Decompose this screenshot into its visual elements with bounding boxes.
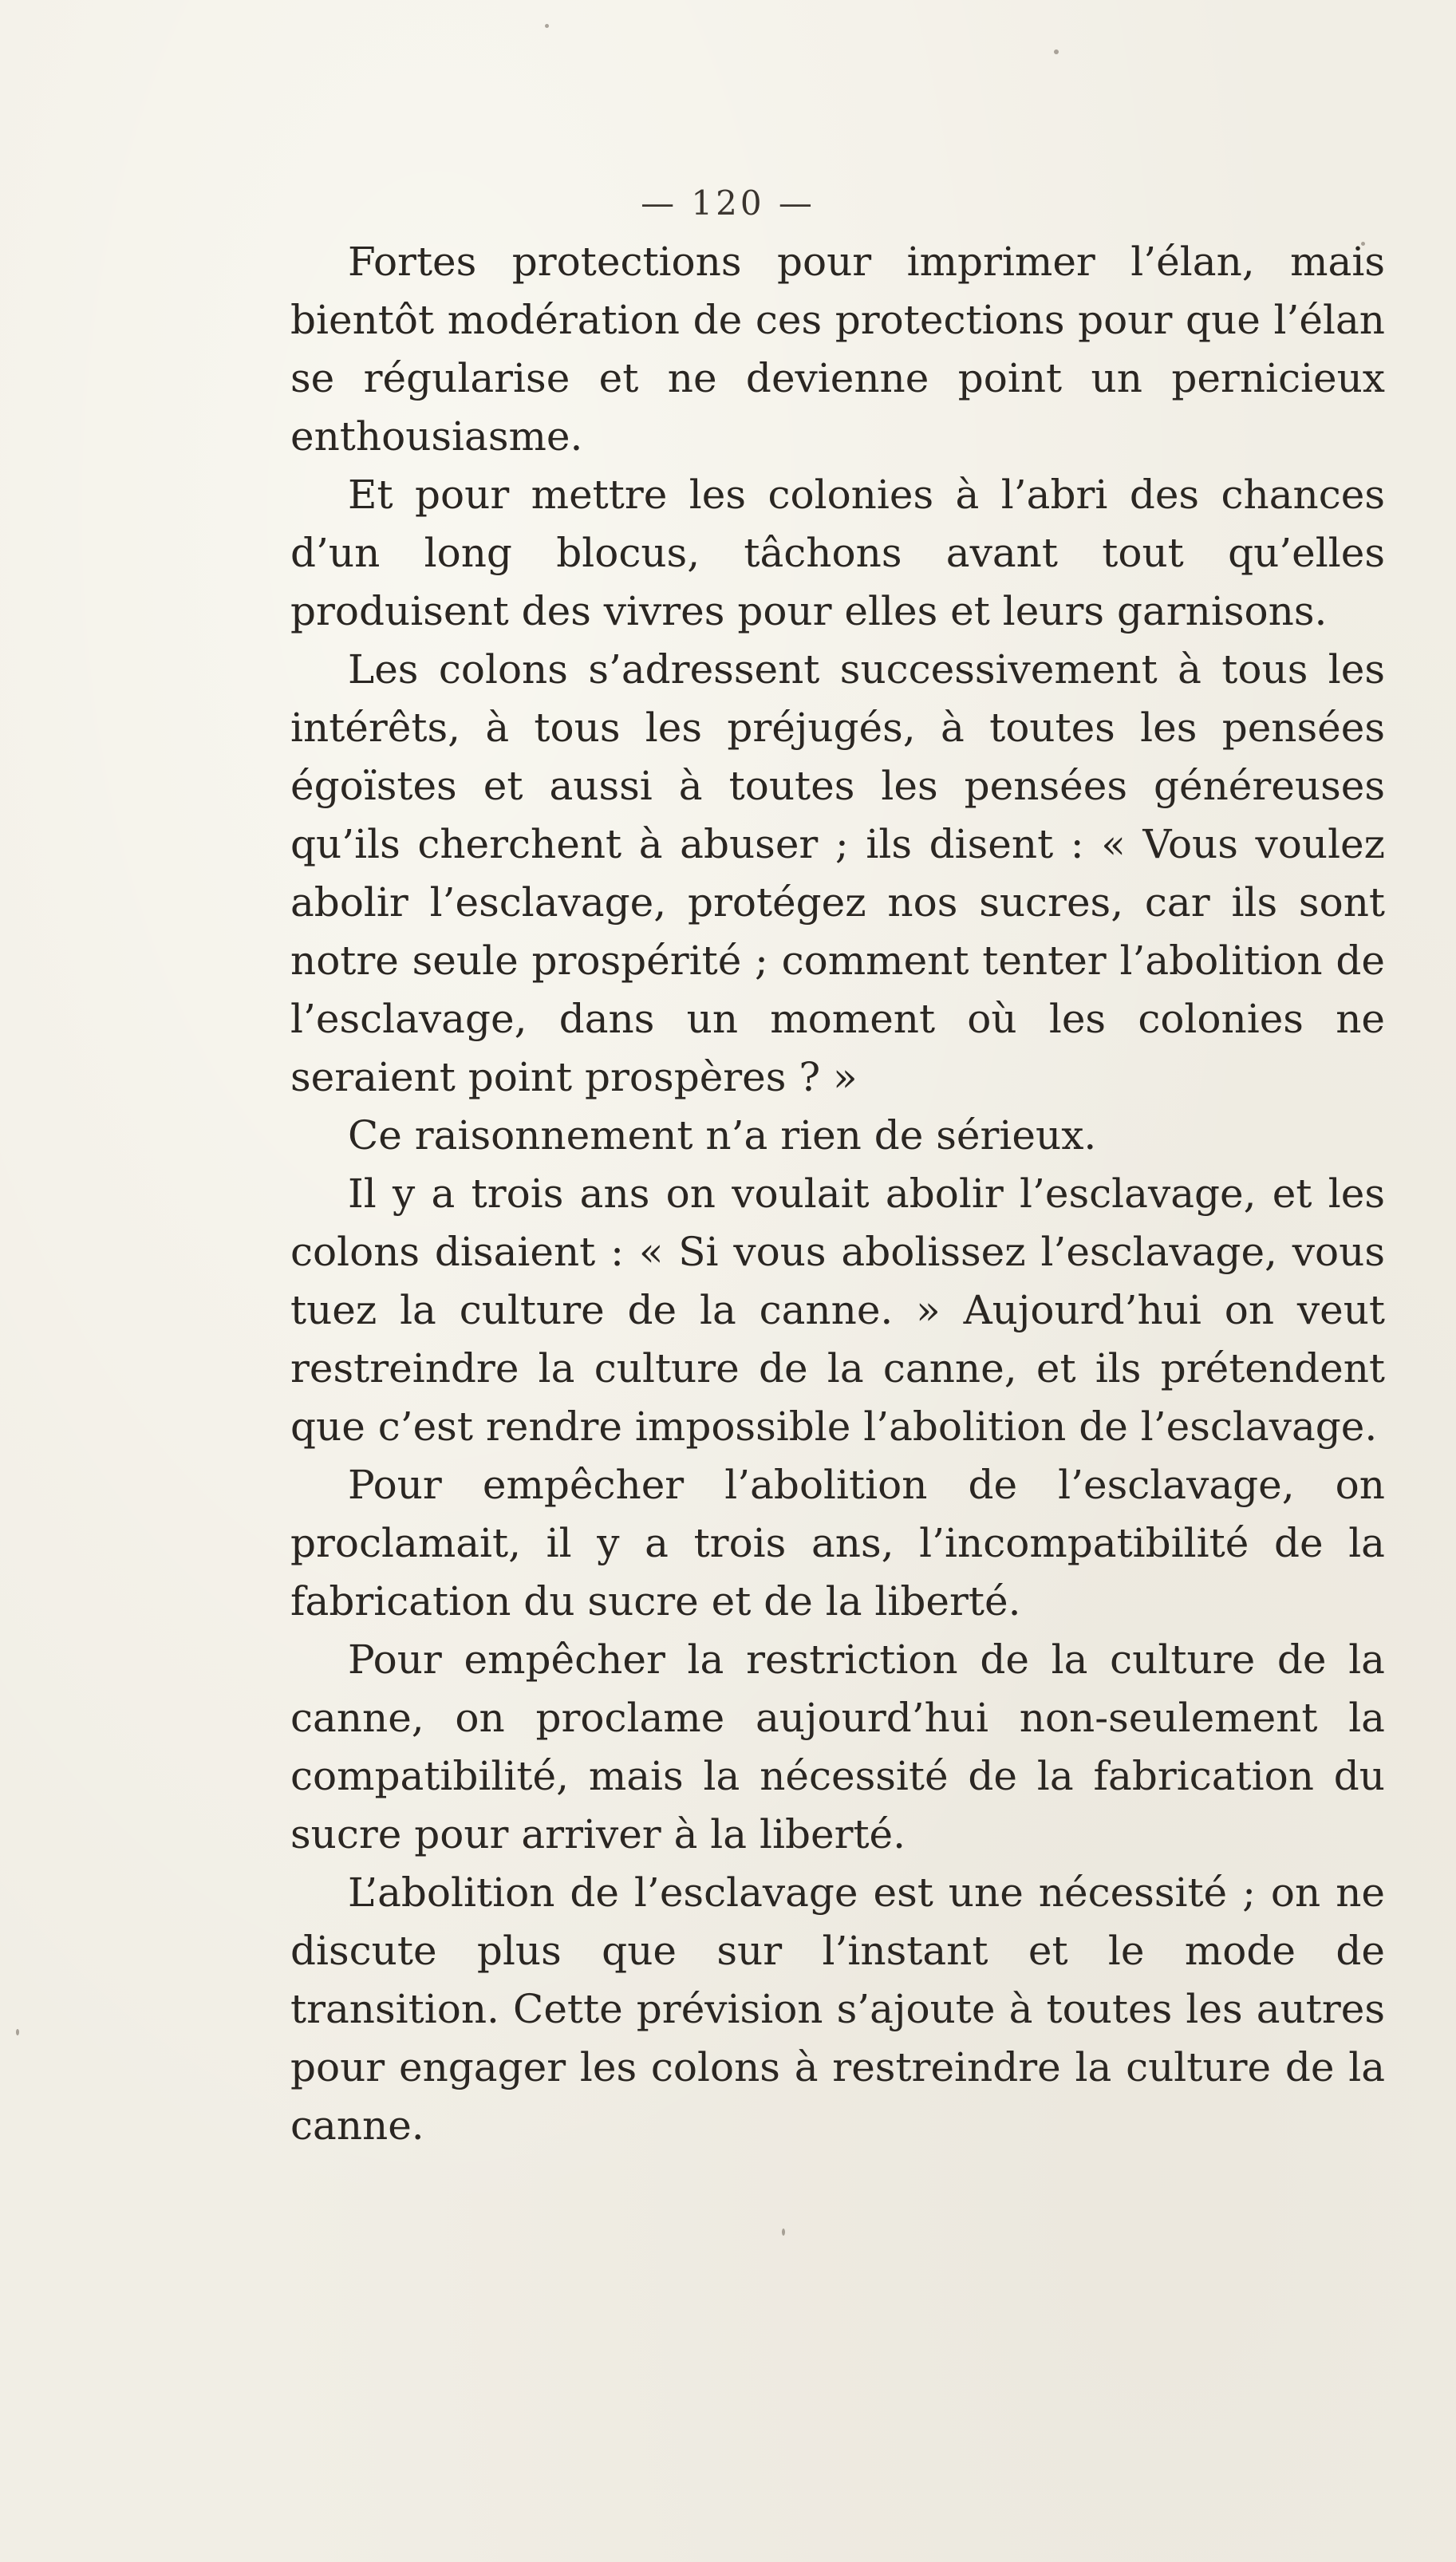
paragraph: Et pour mettre les colonies à l’abri des chances d’un long blocus, tâchons avant tout qu’elles produisent des vivres pour elles et leurs garnisons. [290,472,1385,634]
paper-speck [782,2228,785,2236]
paragraph: Il y a trois ans on voulait abolir l’esclavage, et les colons disaient : « Si vous abolissez l’esclavage, vous tuez la culture de la canne. » Aujourd’hui on veut restreindre la culture de la canne, et ils prétendent que c’est rendre impossible l’abolition de l’esclavage. [290,1170,1385,1450]
paragraph: Ce raisonnement n’a rien de sérieux. [348,1112,1097,1159]
paper-speck [16,2029,19,2035]
paragraph: Fortes protections pour imprimer l’élan, mais bientôt modération de ces protections pour que l’élan se régularise et ne devienne point un pernicieux enthousiasme. [290,239,1385,460]
paper-speck [545,24,549,28]
paragraph: L’abolition de l’esclavage est une nécessité ; on ne discute plus que sur l’instant et le mode de transition. Cette prévision s’ajoute à toutes les autres pour engager les colons à restreindre la culture de la canne. [290,1869,1385,2149]
page-number: — 120 — [641,184,815,223]
paragraph: Pour empêcher l’abolition de l’esclavage, on proclamait, il y a trois ans, l’incompatibilité de la fabrication du sucre et de la liberté. [290,1462,1385,1624]
paper-speck [1054,49,1059,54]
paragraph: Les colons s’adressent successivement à tous les intérêts, à tous les préjugés, à toutes les pensées égoïstes et aussi à toutes les pensées généreuses qu’ils cherchent à abuser ; ils disent : « Vous voulez abolir l’esclavage, protégez nos sucres, car ils sont notre seule prospérité ; comment tenter l’abolition de l’esclavage, dans un moment où les colonies ne seraient point prospères ? » [290,646,1385,1100]
paragraph: Pour empêcher la restriction de la culture de la canne, on proclame aujourd’hui non-seulement la compatibilité, mais la nécessité de la fabrication du sucre pour arriver à la liberté. [290,1636,1385,1857]
body-text [290,233,1385,2155]
